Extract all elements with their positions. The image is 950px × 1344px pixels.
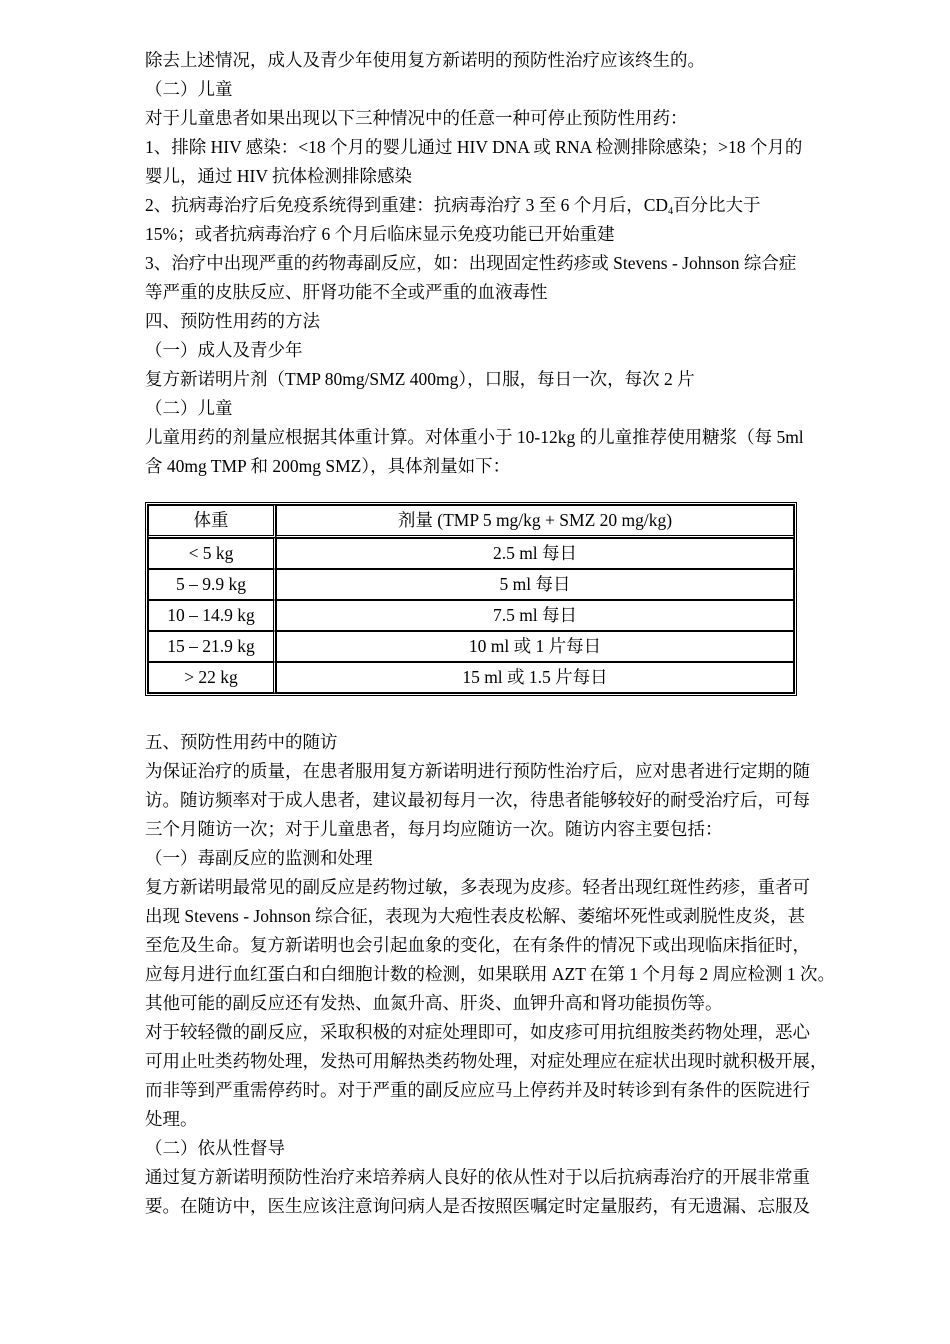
document-page [145,46,905,1221]
table-row [148,600,794,631]
cd4-subscript: 4 [668,206,674,217]
paragraph-line: 为保证治疗的质量，在患者服用复方新诺明进行预防性治疗后，应对患者进行定期的随 [145,761,810,781]
paragraph-line: 要。在随访中，医生应该注意询问病人是否按照医嘱定时定量服药，有无遗漏、忘服及 [145,1196,810,1216]
list-item-line: 15%；或者抗病毒治疗 6 个月后临床显示免疫功能已开始重建 [145,224,615,244]
list-item-line: 等严重的皮肤反应、肝肾功能不全或严重的血液毒性 [145,282,548,302]
subsection-heading: （二）依从性督导 [145,1138,285,1158]
weight-cell: 10 – 14.9 kg [148,600,276,631]
paragraph-line: 复方新诺明最常见的副反应是药物过敏，多表现为皮疹。轻者出现红斑性药疹，重者可 [145,877,810,897]
dose-cell: 2.5 ml 每日 [276,538,794,569]
cd4-prefix: 2、抗病毒治疗后免疫系统得到重建：抗病毒治疗 3 至 6 个月后，CD [145,195,669,215]
paragraph-line: 通过复方新诺明预防性治疗来培养病人良好的依从性对于以后抗病毒治疗的开展非常重 [145,1167,810,1187]
paragraph-line: 访。随访频率对于成人患者，建议最初每月一次，待患者能够较好的耐受治疗后，可每 [145,790,810,810]
paragraph-line: 对于较轻微的副反应，采取积极的对症处理即可，如皮疹可用抗组胺类药物处理，恶心 [145,1022,810,1042]
paragraph-line: 除去上述情况，成人及青少年使用复方新诺明的预防性治疗应该终生的。 [145,50,705,70]
list-item-line: 3、治疗中出现严重的药物毒副反应，如：出现固定性药疹或 Stevens - Johnson 综合症 [145,253,797,273]
paragraph-line: 三个月随访一次；对于儿童患者，每月均应随访一次。随访内容主要包括： [145,819,723,839]
weight-cell: 5 – 9.9 kg [148,569,276,600]
subsection-heading: （二）儿童 [145,398,233,418]
dose-cell: 7.5 ml 每日 [276,600,794,631]
paragraph-line: 儿童用药的剂量应根据其体重计算。对体重小于 10-12kg 的儿童推荐使用糖浆（每 5ml [145,427,804,447]
weight-cell: > 22 kg [148,662,276,693]
subsection-heading: （一）毒副反应的监测和处理 [145,848,373,868]
list-item-line [145,191,905,220]
paragraph-line: 出现 Stevens - Johnson 综合征，表现为大疱性表皮松解、萎缩坏死性或剥脱性皮炎，甚 [145,906,806,926]
header-weight: 体重 [148,505,276,538]
table-row [148,569,794,600]
paragraph-line: 可用止吐类药物处理，发热可用解热类药物处理，对症处理应在症状出现时就积极开展， [145,1051,828,1071]
weight-cell: < 5 kg [148,538,276,569]
table-row [148,662,794,693]
dose-cell: 10 ml 或 1 片每日 [276,631,794,662]
dose-cell: 15 ml 或 1.5 片每日 [276,662,794,693]
cd4-suffix: 百分比大于 [673,195,761,215]
paragraph-line: 含 40mg TMP 和 200mg SMZ），具体剂量如下： [145,456,511,476]
dose-cell: 5 ml 每日 [276,569,794,600]
paragraph-line: 其他可能的副反应还有发热、血氮升高、肝炎、血钾升高和肾功能损伤等。 [145,993,723,1013]
weight-cell: 15 – 21.9 kg [148,631,276,662]
table-header-row [148,505,794,538]
table-row [148,631,794,662]
list-item-line: 1、排除 HIV 感染：<18 个月的婴儿通过 HIV DNA 或 RNA 检测排除感染；>18 个月的 [145,137,803,157]
dose-table-wrapper [145,502,797,696]
paragraph-line: 对于儿童患者如果出现以下三种情况中的任意一种可停止预防性用药： [145,108,688,128]
list-item-line: 婴儿，通过 HIV 抗体检测排除感染 [145,166,413,186]
paragraph-line: 至危及生命。复方新诺明也会引起血象的变化，在有条件的情况下或出现临床指征时， [145,935,810,955]
paragraph-line: 应每月进行血红蛋白和白细胞计数的检测，如果联用 AZT 在第 1 个月每 2 周应检测 1 次。 [145,964,835,984]
header-dose: 剂量 (TMP 5 mg/kg + SMZ 20 mg/kg) [276,505,794,538]
paragraph-line: 而非等到严重需停药时。对于严重的副反应应马上停药并及时转诊到有条件的医院进行 [145,1080,810,1100]
section-heading: 四、预防性用药的方法 [145,311,320,331]
paragraph-line: 复方新诺明片剂（TMP 80mg/SMZ 400mg），口服，每日一次，每次 2 片 [145,369,695,389]
dose-table [145,502,797,696]
section-heading: 五、预防性用药中的随访 [145,732,338,752]
section-heading: （二）儿童 [145,79,233,99]
table-row [148,538,794,569]
subsection-heading: （一）成人及青少年 [145,340,303,360]
paragraph-line: 处理。 [145,1109,198,1129]
